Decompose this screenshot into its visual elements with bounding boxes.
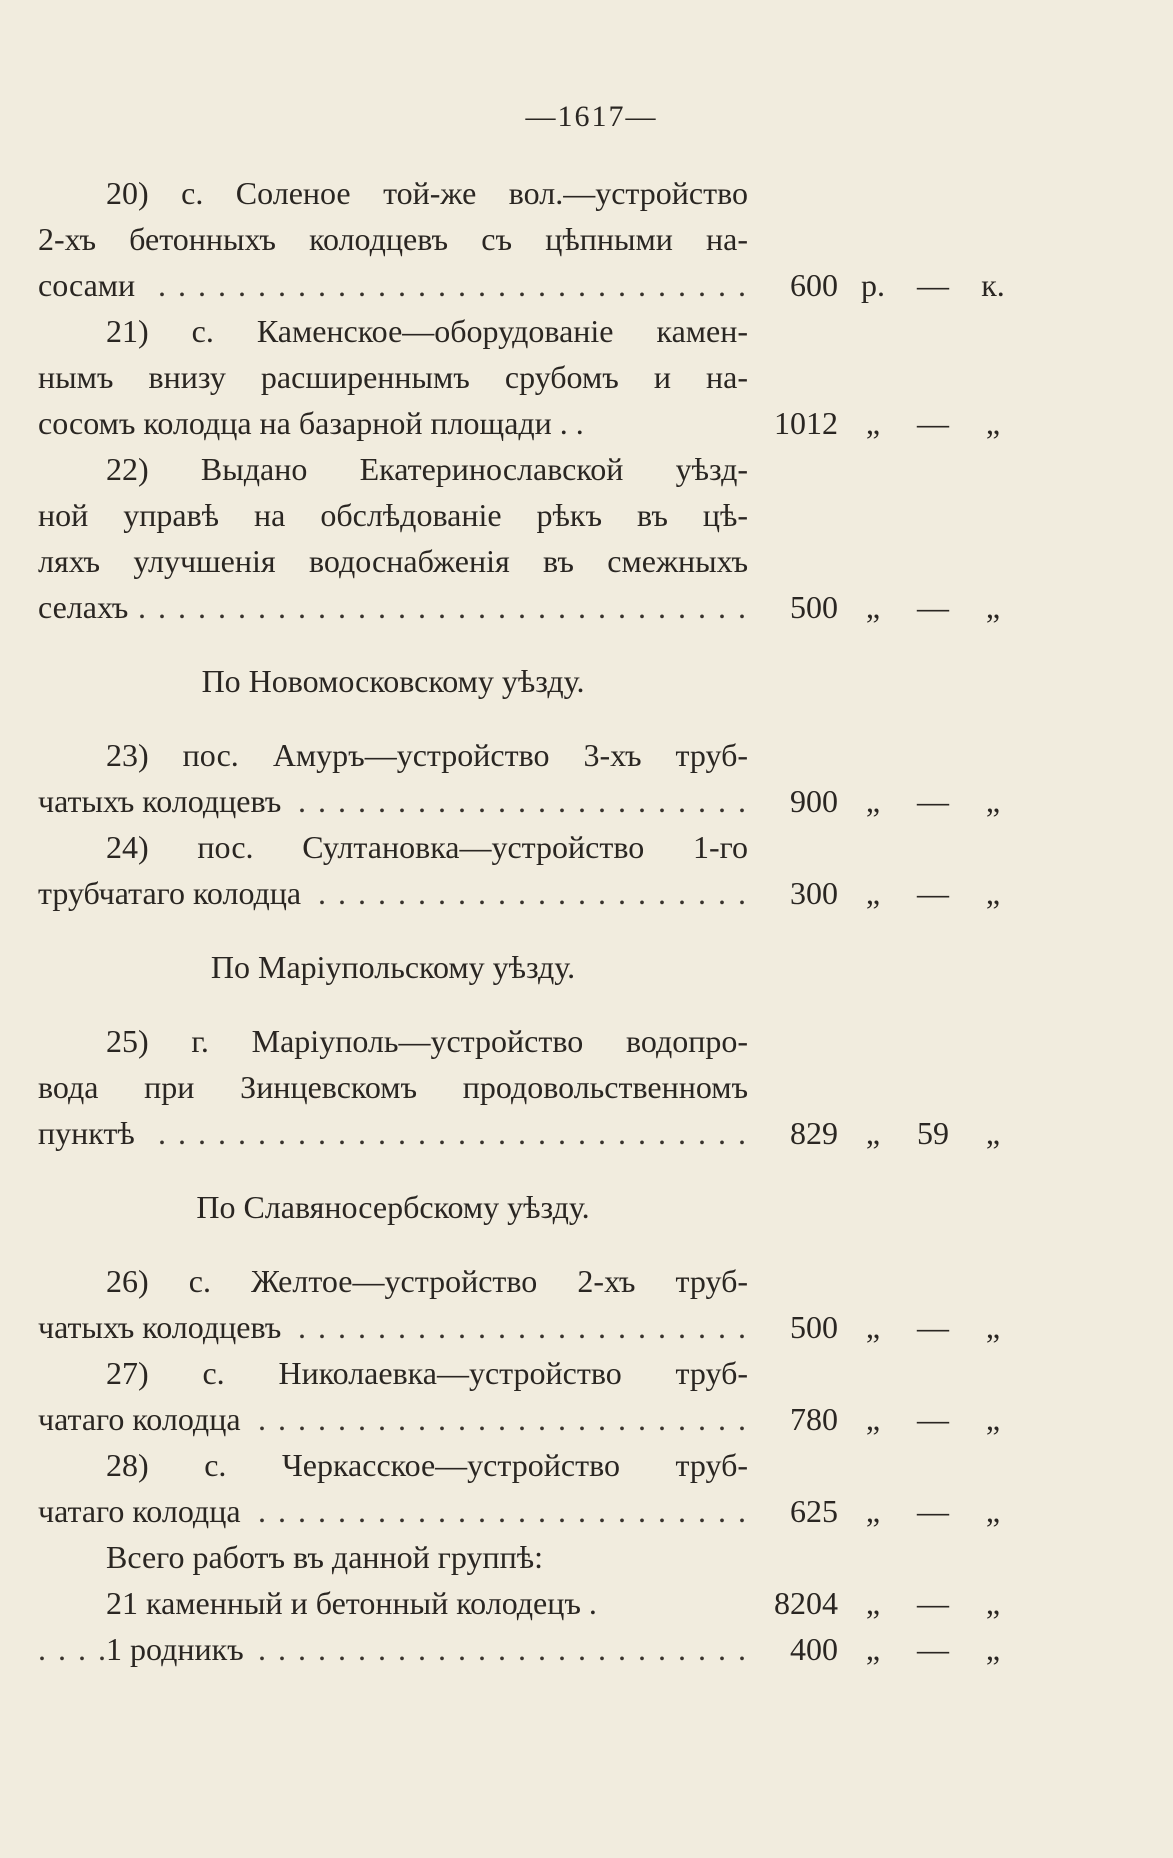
amount-value: 400 xyxy=(790,1631,838,1667)
spacer xyxy=(38,916,1048,944)
amount-cell xyxy=(758,1396,1048,1442)
text-line xyxy=(38,446,1048,492)
ledger-entry-line xyxy=(38,1488,1048,1534)
amount-unit-kopecks: „ xyxy=(985,1309,1001,1345)
line-text: 23) пос. Амуръ—устройство 3-хъ труб- xyxy=(106,737,748,773)
amount-kopecks: — xyxy=(917,267,949,303)
entry-label: пунктѣ xyxy=(38,1115,145,1151)
amount-kopecks: — xyxy=(917,1309,949,1345)
line-text xyxy=(38,1580,748,1626)
line-text xyxy=(38,400,748,446)
amount-kopecks: — xyxy=(917,1585,949,1621)
amount-value: 900 xyxy=(790,783,838,819)
amount-unit-kopecks: „ xyxy=(985,875,1001,911)
text-line xyxy=(38,732,1048,778)
amount-unit-kopecks: „ xyxy=(985,1631,1001,1667)
line-text xyxy=(38,1110,748,1156)
amount-unit-rubles: „ xyxy=(865,1115,881,1151)
section-heading: По Маріупольскому уѣзду. xyxy=(210,949,576,985)
amount-value: 500 xyxy=(790,589,838,625)
amount-cell xyxy=(758,584,1048,630)
line-text: 27) с. Николаевка—устройство труб- xyxy=(106,1355,748,1391)
amount-value: 780 xyxy=(790,1401,838,1437)
amount-unit-kopecks: „ xyxy=(985,405,1001,441)
amount-unit-rubles: „ xyxy=(865,875,881,911)
amount-value: 625 xyxy=(790,1493,838,1529)
amount-cell xyxy=(758,1626,1048,1672)
ledger-entry-line xyxy=(38,1580,1048,1626)
amount-cell xyxy=(758,870,1048,916)
text-line xyxy=(38,216,1048,262)
amount-unit-kopecks: к. xyxy=(981,267,1005,303)
text-line xyxy=(38,1258,1048,1304)
ledger-entry-line xyxy=(38,584,1048,630)
line-text: ляхъ улучшенія водоснабженія въ смежныхъ xyxy=(38,543,748,579)
line-text xyxy=(38,778,748,824)
ledger-entry-line xyxy=(38,400,1048,446)
line-text xyxy=(38,1396,748,1442)
ledger-entry-line xyxy=(38,1110,1048,1156)
spacer xyxy=(38,990,1048,1018)
entry-label: трубчатаго колодца xyxy=(38,875,311,911)
text-line xyxy=(38,824,1048,870)
spacer xyxy=(38,630,1048,658)
amount-kopecks: — xyxy=(917,783,949,819)
amount-unit-rubles: „ xyxy=(865,589,881,625)
amount-unit-kopecks: „ xyxy=(985,783,1001,819)
amount-unit-rubles: р. xyxy=(861,267,885,303)
amount-value: 8204 xyxy=(774,1585,838,1621)
amount-unit-rubles: „ xyxy=(865,1493,881,1529)
line-text: 28) с. Черкасское—устройство труб- xyxy=(106,1447,748,1483)
line-text: 22) Выдано Екатеринославской уѣзд- xyxy=(106,451,748,487)
line-text: 20) с. Соленое той-же вол.—устройство xyxy=(106,175,748,211)
text-line xyxy=(38,492,1048,538)
text-line xyxy=(38,354,1048,400)
entry-label: сосами xyxy=(38,267,145,303)
text-line xyxy=(38,1064,1048,1110)
amount-unit-kopecks: „ xyxy=(985,1585,1001,1621)
entry-label: 1 родникъ xyxy=(106,1631,254,1667)
line-text xyxy=(38,1488,748,1534)
amount-cell xyxy=(758,262,1048,308)
ledger-entry-line xyxy=(38,778,1048,824)
ledger-entry-line xyxy=(38,1626,1048,1672)
amount-value: 829 xyxy=(790,1115,838,1151)
line-text xyxy=(38,1304,748,1350)
entry-label: селахъ xyxy=(38,589,138,625)
text-line xyxy=(38,170,1048,216)
amount-cell xyxy=(758,1580,1048,1626)
line-text: вода при Зинцевскомъ продовольственномъ xyxy=(38,1069,748,1105)
line-text xyxy=(38,262,748,308)
line-text xyxy=(38,870,748,916)
text-line xyxy=(38,538,1048,584)
spacer xyxy=(38,1156,1048,1184)
text-line xyxy=(38,1018,1048,1064)
amount-unit-kopecks: „ xyxy=(985,1493,1001,1529)
ledger-entry-line xyxy=(38,262,1048,308)
amount-kopecks: — xyxy=(917,1493,949,1529)
ledger-entry-line xyxy=(38,870,1048,916)
amount-unit-rubles: „ xyxy=(865,405,881,441)
section-heading: По Славяносербскому уѣзду. xyxy=(196,1189,590,1225)
amount-kopecks: 59 xyxy=(917,1115,949,1151)
line-text: 21) с. Каменское—оборудованіе камен- xyxy=(106,313,748,349)
amount-unit-kopecks: „ xyxy=(985,1401,1001,1437)
line-text xyxy=(38,584,748,630)
amount-unit-rubles: „ xyxy=(865,1585,881,1621)
line-text: 26) с. Желтое—устройство 2-хъ труб- xyxy=(106,1263,748,1299)
entry-label: чатыхъ колодцевъ xyxy=(38,783,291,819)
text-line xyxy=(38,1442,1048,1488)
amount-kopecks: — xyxy=(917,1401,949,1437)
spacer xyxy=(38,1230,1048,1258)
amount-kopecks: — xyxy=(917,1631,949,1667)
line-text: 24) пос. Султановка—устройство 1-го xyxy=(106,829,748,865)
spacer xyxy=(38,704,1048,732)
amount-kopecks: — xyxy=(917,405,949,441)
amount-value: 600 xyxy=(790,267,838,303)
line-text: 25) г. Маріуполь—устройство водопро- xyxy=(106,1023,748,1059)
text-line xyxy=(38,308,1048,354)
entry-label: чатаго колодца xyxy=(38,1401,251,1437)
line-text: ной управѣ на обслѣдованіе рѣкъ въ цѣ- xyxy=(38,497,748,533)
amount-unit-kopecks: „ xyxy=(985,589,1001,625)
amount-unit-rubles: „ xyxy=(865,783,881,819)
entry-label: чатыхъ колодцевъ xyxy=(38,1309,291,1345)
amount-cell xyxy=(758,778,1048,824)
amount-cell xyxy=(758,1110,1048,1156)
ledger-entry-line xyxy=(38,1396,1048,1442)
amount-cell xyxy=(758,400,1048,446)
line-text xyxy=(38,1626,748,1672)
amount-kopecks: — xyxy=(917,589,949,625)
line-text: Всего работъ въ данной группѣ: xyxy=(106,1539,543,1575)
entry-label: чатаго колодца xyxy=(38,1493,251,1529)
amount-cell xyxy=(758,1488,1048,1534)
amount-kopecks: — xyxy=(917,875,949,911)
amount-cell xyxy=(758,1304,1048,1350)
amount-unit-rubles: „ xyxy=(865,1309,881,1345)
text-line xyxy=(38,1534,1048,1580)
amount-unit-rubles: „ xyxy=(865,1401,881,1437)
line-text: нымъ внизу расширеннымъ срубомъ и на- xyxy=(38,359,748,395)
section-heading: По Новомосковскому уѣзду. xyxy=(201,663,585,699)
amount-unit-kopecks: „ xyxy=(985,1115,1001,1151)
amount-unit-rubles: „ xyxy=(865,1631,881,1667)
amount-value: 500 xyxy=(790,1309,838,1345)
text-line xyxy=(38,1350,1048,1396)
page-number: —1617— xyxy=(525,100,658,133)
entry-label: 21 каменный и бетонный колодецъ . xyxy=(106,1585,597,1621)
amount-value: 1012 xyxy=(774,405,838,441)
ledger-entry-line xyxy=(38,1304,1048,1350)
document-body xyxy=(38,170,1048,1672)
amount-value: 300 xyxy=(790,875,838,911)
line-text: 2-хъ бетонныхъ колодцевъ съ цѣпными на- xyxy=(38,221,748,257)
entry-label: сосомъ колодца на базарной площади . . xyxy=(38,405,584,441)
